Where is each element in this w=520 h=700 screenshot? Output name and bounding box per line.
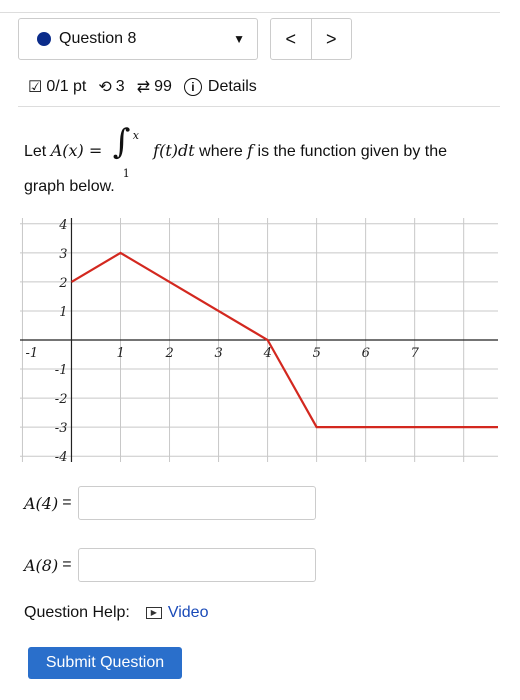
- score-text: 0/1 pt: [46, 78, 87, 95]
- integral-symbol: ∫ x 1: [111, 132, 145, 172]
- status-dot-icon: [37, 32, 51, 46]
- question-let: Let: [24, 143, 47, 161]
- submit-question-button[interactable]: Submit Question: [28, 647, 182, 679]
- submissions-icon: ⇄: [136, 79, 151, 96]
- question-meta: [28, 76, 257, 98]
- details-link[interactable]: Details: [207, 78, 257, 95]
- integrand: f(t)dt: [153, 141, 195, 161]
- x-tick-label: 3: [214, 346, 223, 361]
- checkbox-icon: ☑: [28, 79, 43, 96]
- y-tick-label: 3: [59, 246, 68, 262]
- answer-input-a8[interactable]: [78, 548, 316, 582]
- retries-count: 3: [115, 78, 125, 95]
- x-tick-label: 7: [410, 346, 419, 361]
- question-rest: is the function given by the: [257, 143, 447, 161]
- y-tick-label: -2: [54, 392, 68, 408]
- x-tick-label: 1: [116, 346, 125, 361]
- question-text: [24, 122, 504, 180]
- help-label: Question Help:: [24, 604, 130, 621]
- answer-input-a4[interactable]: [78, 486, 316, 520]
- integral-upper: x: [132, 129, 139, 142]
- integral-lower: 1: [122, 167, 130, 180]
- x-tick-label: 4: [263, 346, 272, 361]
- info-icon[interactable]: i: [184, 78, 202, 96]
- y-tick-label: 2: [59, 275, 68, 291]
- question-nav: [270, 18, 352, 60]
- y-tick-label: -1: [54, 363, 68, 379]
- y-tick-label: -3: [54, 421, 68, 437]
- top-divider: [0, 12, 500, 13]
- y-tick-label: 1: [59, 304, 68, 320]
- y-tick-label: 4: [59, 218, 68, 233]
- answer-row-a8: [24, 548, 316, 582]
- answer-label-a8: A(8): [24, 555, 59, 575]
- video-link[interactable]: [146, 604, 209, 622]
- integral-lhs: A(x) =: [50, 141, 103, 161]
- answer-row-a4: [24, 486, 316, 520]
- function-graph: [20, 218, 498, 462]
- chevron-down-icon: ▼: [233, 32, 245, 46]
- x-tick-label: 6: [361, 346, 370, 361]
- x-tick-label: 2: [165, 346, 174, 361]
- prev-question-button[interactable]: <: [285, 28, 296, 49]
- y-tick-label: -4: [54, 450, 68, 462]
- next-question-button[interactable]: >: [311, 19, 352, 59]
- retry-icon: ⟲: [98, 79, 112, 96]
- answer-label-a4: A(4): [24, 493, 59, 513]
- question-label: Question 8: [59, 30, 137, 47]
- question-selector[interactable]: [18, 18, 258, 60]
- answer-eq-a8: =: [62, 556, 72, 573]
- question-help: [24, 604, 208, 622]
- video-icon: ▶: [146, 607, 162, 619]
- question-where: where: [199, 143, 243, 161]
- meta-divider: [18, 106, 500, 107]
- submissions-count: 99: [154, 78, 172, 95]
- x-tick-label: -1: [25, 346, 39, 361]
- f-symbol: f: [247, 141, 254, 161]
- answer-eq-a4: =: [62, 494, 72, 511]
- x-tick-label: 5: [312, 346, 321, 361]
- question-text-line2: graph below.: [24, 178, 115, 195]
- video-label: Video: [167, 604, 209, 621]
